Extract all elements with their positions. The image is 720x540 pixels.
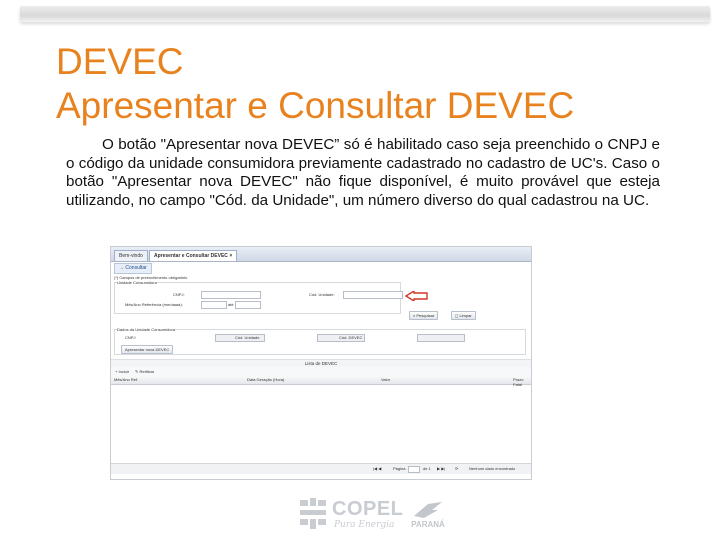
pencil-icon: ✎ xyxy=(135,369,140,374)
subtab-label: Consultar xyxy=(125,265,147,271)
copel-tagline: Pura Energia xyxy=(334,520,395,530)
page-number-input[interactable] xyxy=(408,466,420,473)
tab-consultar[interactable] xyxy=(114,263,152,274)
pager-page-label: Página xyxy=(393,466,406,471)
incluir-button[interactable] xyxy=(115,369,129,374)
periodo-inicio-input[interactable] xyxy=(201,301,227,309)
pesquisar-label: Pesquisar xyxy=(416,313,435,318)
col-cod-unidade: Cód. Unidade xyxy=(235,335,260,340)
plus-icon: + xyxy=(115,369,119,374)
cod-unidade-input[interactable] xyxy=(343,291,403,299)
grid-col-data[interactable]: Data Geração (Hora) xyxy=(247,377,285,382)
required-fields-note: (*) Campos de preenchimento obrigatório xyxy=(114,275,188,280)
slide-body-text xyxy=(66,136,660,210)
app-tab-bar xyxy=(111,247,531,262)
grid-title: Lista de DEVEC xyxy=(111,359,531,368)
pager-of-label: de 1 xyxy=(423,466,431,471)
grid-col-prazo[interactable]: Prazo Fatal xyxy=(513,377,524,387)
red-arrow-icon xyxy=(405,291,429,301)
search-icon: ⌕ xyxy=(413,313,417,318)
slide-title xyxy=(56,40,574,128)
grid-col-valor[interactable]: Valor xyxy=(381,377,391,382)
parana-bird-icon xyxy=(408,500,448,520)
copel-logo-text: COPEL xyxy=(332,498,404,520)
pesquisar-button[interactable] xyxy=(409,311,438,320)
tab-apresentar-consultar[interactable] xyxy=(149,250,237,261)
col-cod-extra: Cód. DEVEC xyxy=(339,335,363,340)
col-cnpj: CNPJ xyxy=(125,335,136,340)
retificar-button[interactable] xyxy=(135,369,154,374)
grid-pager xyxy=(111,463,531,474)
cnpj-label: CNPJ: xyxy=(173,292,185,297)
tab-bem-vindo[interactable]: Bem-vindo xyxy=(114,250,148,261)
first-page-icon[interactable]: |◀ ◀ xyxy=(373,466,382,471)
slide-top-bar xyxy=(20,6,710,22)
refresh-icon[interactable]: ⟳ xyxy=(455,466,459,471)
grid-header xyxy=(111,376,531,385)
pager-none-label: Nenhum dado encontrado xyxy=(469,466,516,471)
apresentar-nova-devec-button[interactable]: Apresentar nova DEVEC xyxy=(121,345,173,354)
arrow-right-icon: → xyxy=(119,265,126,271)
incluir-label: Incluir xyxy=(118,369,130,374)
dados-fieldset xyxy=(114,329,526,355)
next-page-icon[interactable]: ▶ ▶| xyxy=(437,466,446,471)
dados-extra-value xyxy=(417,334,465,342)
embedded-screenshot xyxy=(110,246,532,480)
copel-logo xyxy=(298,496,404,536)
limpar-button[interactable] xyxy=(451,311,476,320)
grid-col-mes[interactable]: Mês/Ano Ref. xyxy=(114,377,139,382)
eraser-icon: ◻ xyxy=(455,313,460,318)
parana-logo-text: PARANÁ xyxy=(411,520,445,529)
ate-label: até xyxy=(228,302,234,307)
slide-title-line1: DEVEC xyxy=(56,41,184,82)
parana-logo xyxy=(408,500,448,534)
close-icon[interactable]: × xyxy=(229,253,233,259)
copel-emblem-icon xyxy=(298,496,328,532)
unidade-group-label: Unidade Consumidora xyxy=(117,280,157,285)
limpar-label: Limpar xyxy=(459,313,472,318)
cod-unidade-label: Cód. Unidade: xyxy=(309,292,335,297)
periodo-label: Mês/Ano Referência (mm/aaaa): xyxy=(125,302,183,307)
body-paragraph: O botão "Apresentar nova DEVEC” só é habilitado caso seja preenchido o CNPJ e o código da unidade consumidora previamente cadastrado no cadastro de UC's. Caso o botão "Apresentar nova DEVEC" não fique disponível, é muito provável que esteja utilizando, no campo "Cód. da Unidade", um número diverso do qual cadastrou na UC. xyxy=(66,136,660,209)
required-fields-text: Campos de preenchimento obrigatório xyxy=(119,275,188,280)
tab-label: Apresentar e Consultar DEVEC xyxy=(154,253,228,259)
slide-title-line2: Apresentar e Consultar DEVEC xyxy=(56,85,575,126)
periodo-fim-input[interactable] xyxy=(235,301,261,309)
cnpj-input[interactable] xyxy=(201,291,261,299)
dados-group-label: Dados da Unidade Consumidora xyxy=(117,327,176,332)
retificar-label: Retificar xyxy=(139,369,155,374)
